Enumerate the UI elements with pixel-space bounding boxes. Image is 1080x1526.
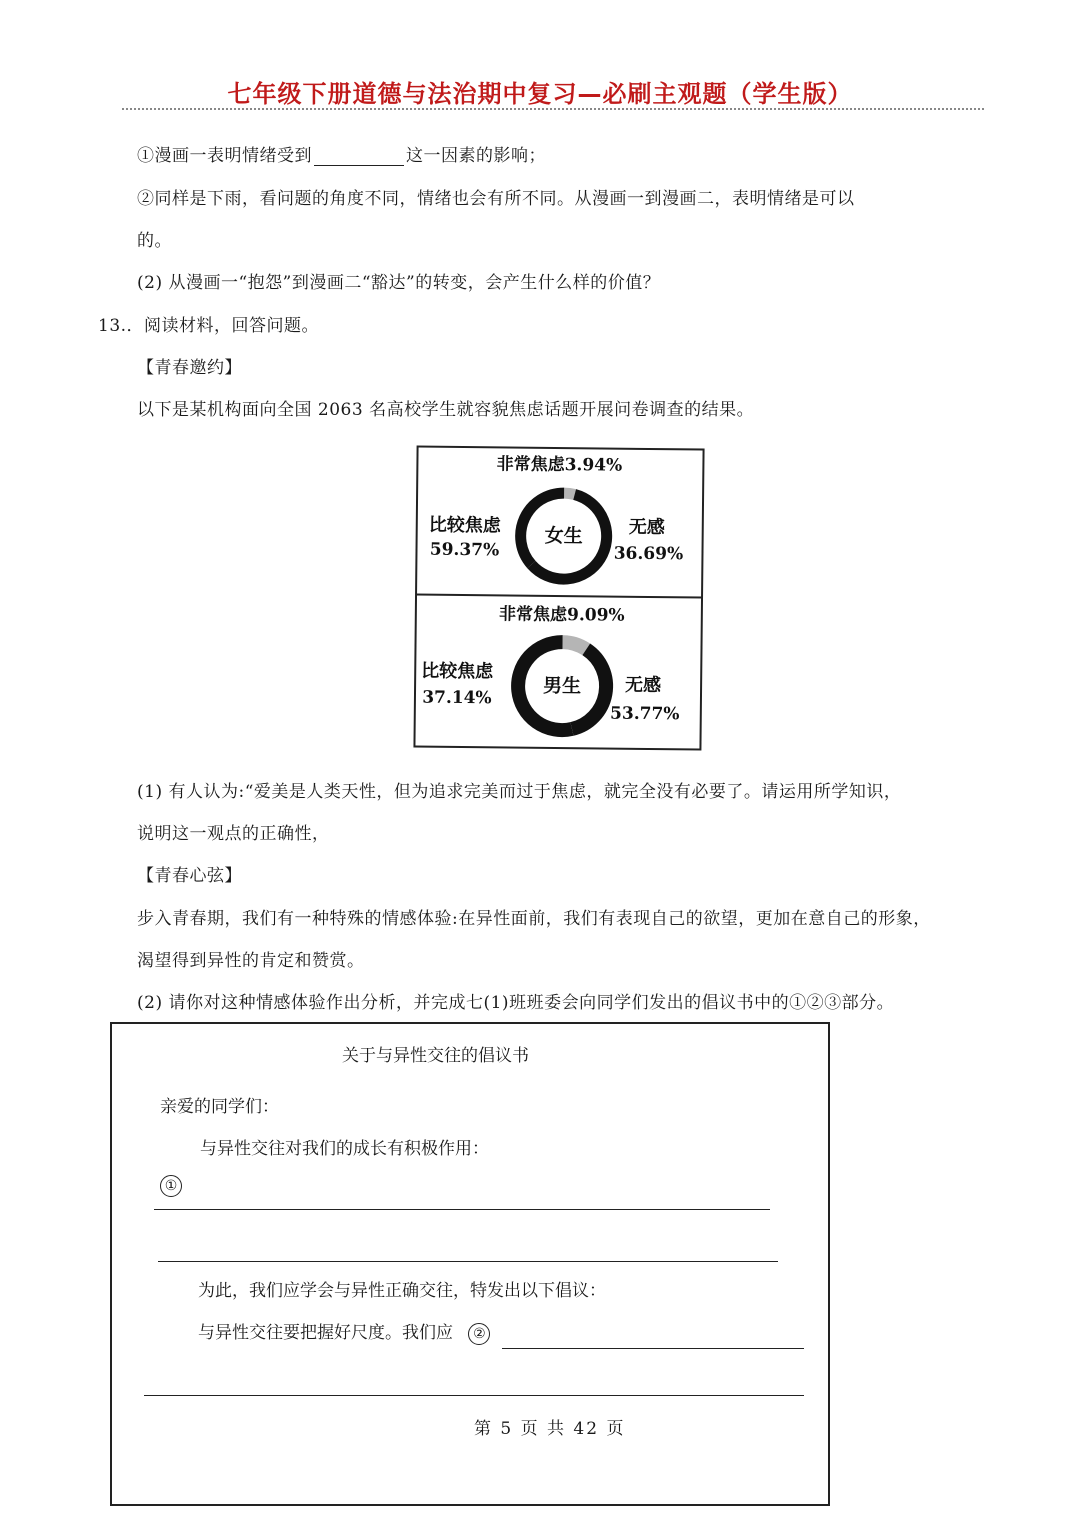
letter-marker-1 [160, 1175, 182, 1197]
female-slice-fairly-anxious-name: 比较焦虑 [428, 514, 501, 537]
female-slice-very-anxious-label: 非常焦虑3.94% [496, 454, 623, 476]
female-center-label: 女生 [544, 524, 583, 548]
male-slice-very-anxious-label: 非常焦虑9.09% [498, 604, 625, 626]
answer-line-1a[interactable] [154, 1209, 770, 1210]
answer-blank[interactable] [314, 147, 404, 166]
q13-part1-line2: 说明这一观点的正确性， [137, 824, 330, 844]
q12-sub1-prefix: ①漫画一表明情绪受到 [137, 146, 312, 166]
letter-para3 [198, 1318, 490, 1345]
male-slice-fairly-anxious-name: 比较焦虑 [421, 660, 494, 683]
circled-number-2: ② [468, 1323, 490, 1345]
letter-para3-text: 与异性交往要把握好尺度。我们应 [198, 1323, 453, 1343]
male-slice-fairly-anxious-value: 37.14% [422, 687, 492, 709]
circled-number-1: ① [160, 1175, 182, 1197]
survey-chart [406, 444, 705, 753]
male-slice-indifferent-name: 无感 [624, 674, 662, 697]
answer-line-2a[interactable] [502, 1348, 804, 1349]
male-center-label: 男生 [542, 674, 582, 698]
q12-sub2-line2: 的。 [137, 231, 172, 251]
letter-greeting: 亲爱的同学们： [160, 1097, 279, 1117]
female-slice-indifferent-name: 无感 [628, 516, 665, 539]
female-donut-slice-0 [564, 493, 575, 494]
male-panel [421, 603, 681, 732]
q13-section2-line2: 渴望得到异性的肯定和赞赏。 [137, 951, 365, 971]
letter-para2: 为此，我们应学会与异性正确交往，特发出以下倡议： [198, 1281, 606, 1301]
chart-divider [416, 595, 702, 598]
q12-sub1 [137, 141, 546, 166]
q13-stem: 13.．阅读材料，回答问题。 [98, 316, 320, 336]
female-panel [428, 453, 684, 581]
male-slice-indifferent-value: 53.77% [610, 703, 680, 725]
proposal-letter-box [110, 1022, 830, 1506]
page-header-title: 七年级下册道德与法治期中复习—必刷主观题（学生版） [227, 80, 853, 108]
q13-section2-line1: 步入青春期，我们有一种特殊的情感体验:在异性面前，我们有表现自己的欲望，更加在意自己的形象， [137, 909, 931, 929]
answer-line-2b[interactable] [144, 1395, 804, 1396]
female-slice-fairly-anxious-value: 59.37% [429, 539, 500, 561]
header-divider [122, 108, 984, 110]
q13-section1-text: 以下是某机构面向全国 2063 名高校学生就容貌焦虑话题开展问卷调查的结果。 [137, 400, 755, 420]
q13-section1-title: 【青春邀约】 [137, 358, 242, 378]
q12-sub1-suffix: 这一因素的影响； [406, 146, 546, 166]
q13-part1-line1: (1) 有人认为:“爱美是人类天性，但为追求完美而过于焦虑，就完全没有必要了。请运用所学知识， [137, 782, 902, 802]
letter-para1: 与异性交往对我们的成长有积极作用： [200, 1139, 489, 1159]
male-donut-slice-0 [562, 642, 586, 649]
q12-sub2-line1: ②同样是下雨，看问题的角度不同，情绪也会有所不同。从漫画一到漫画二，表明情绪是可以 [137, 189, 855, 209]
q13-part2: (2) 请你对这种情感体验作出分析，并完成七(1)班班委会向同学们发出的倡议书中的①②③部分。 [137, 993, 895, 1013]
q13-section2-title: 【青春心弦】 [137, 866, 242, 886]
page-footer: 第 5 页 共 42 页 [474, 1419, 626, 1439]
answer-line-1b[interactable] [158, 1261, 778, 1262]
q12-part2: (2) 从漫画一“抱怨”到漫画二“豁达”的转变，会产生什么样的价值？ [137, 273, 661, 293]
female-slice-indifferent-value: 36.69% [613, 543, 684, 565]
letter-title: 关于与异性交往的倡议书 [342, 1046, 529, 1066]
